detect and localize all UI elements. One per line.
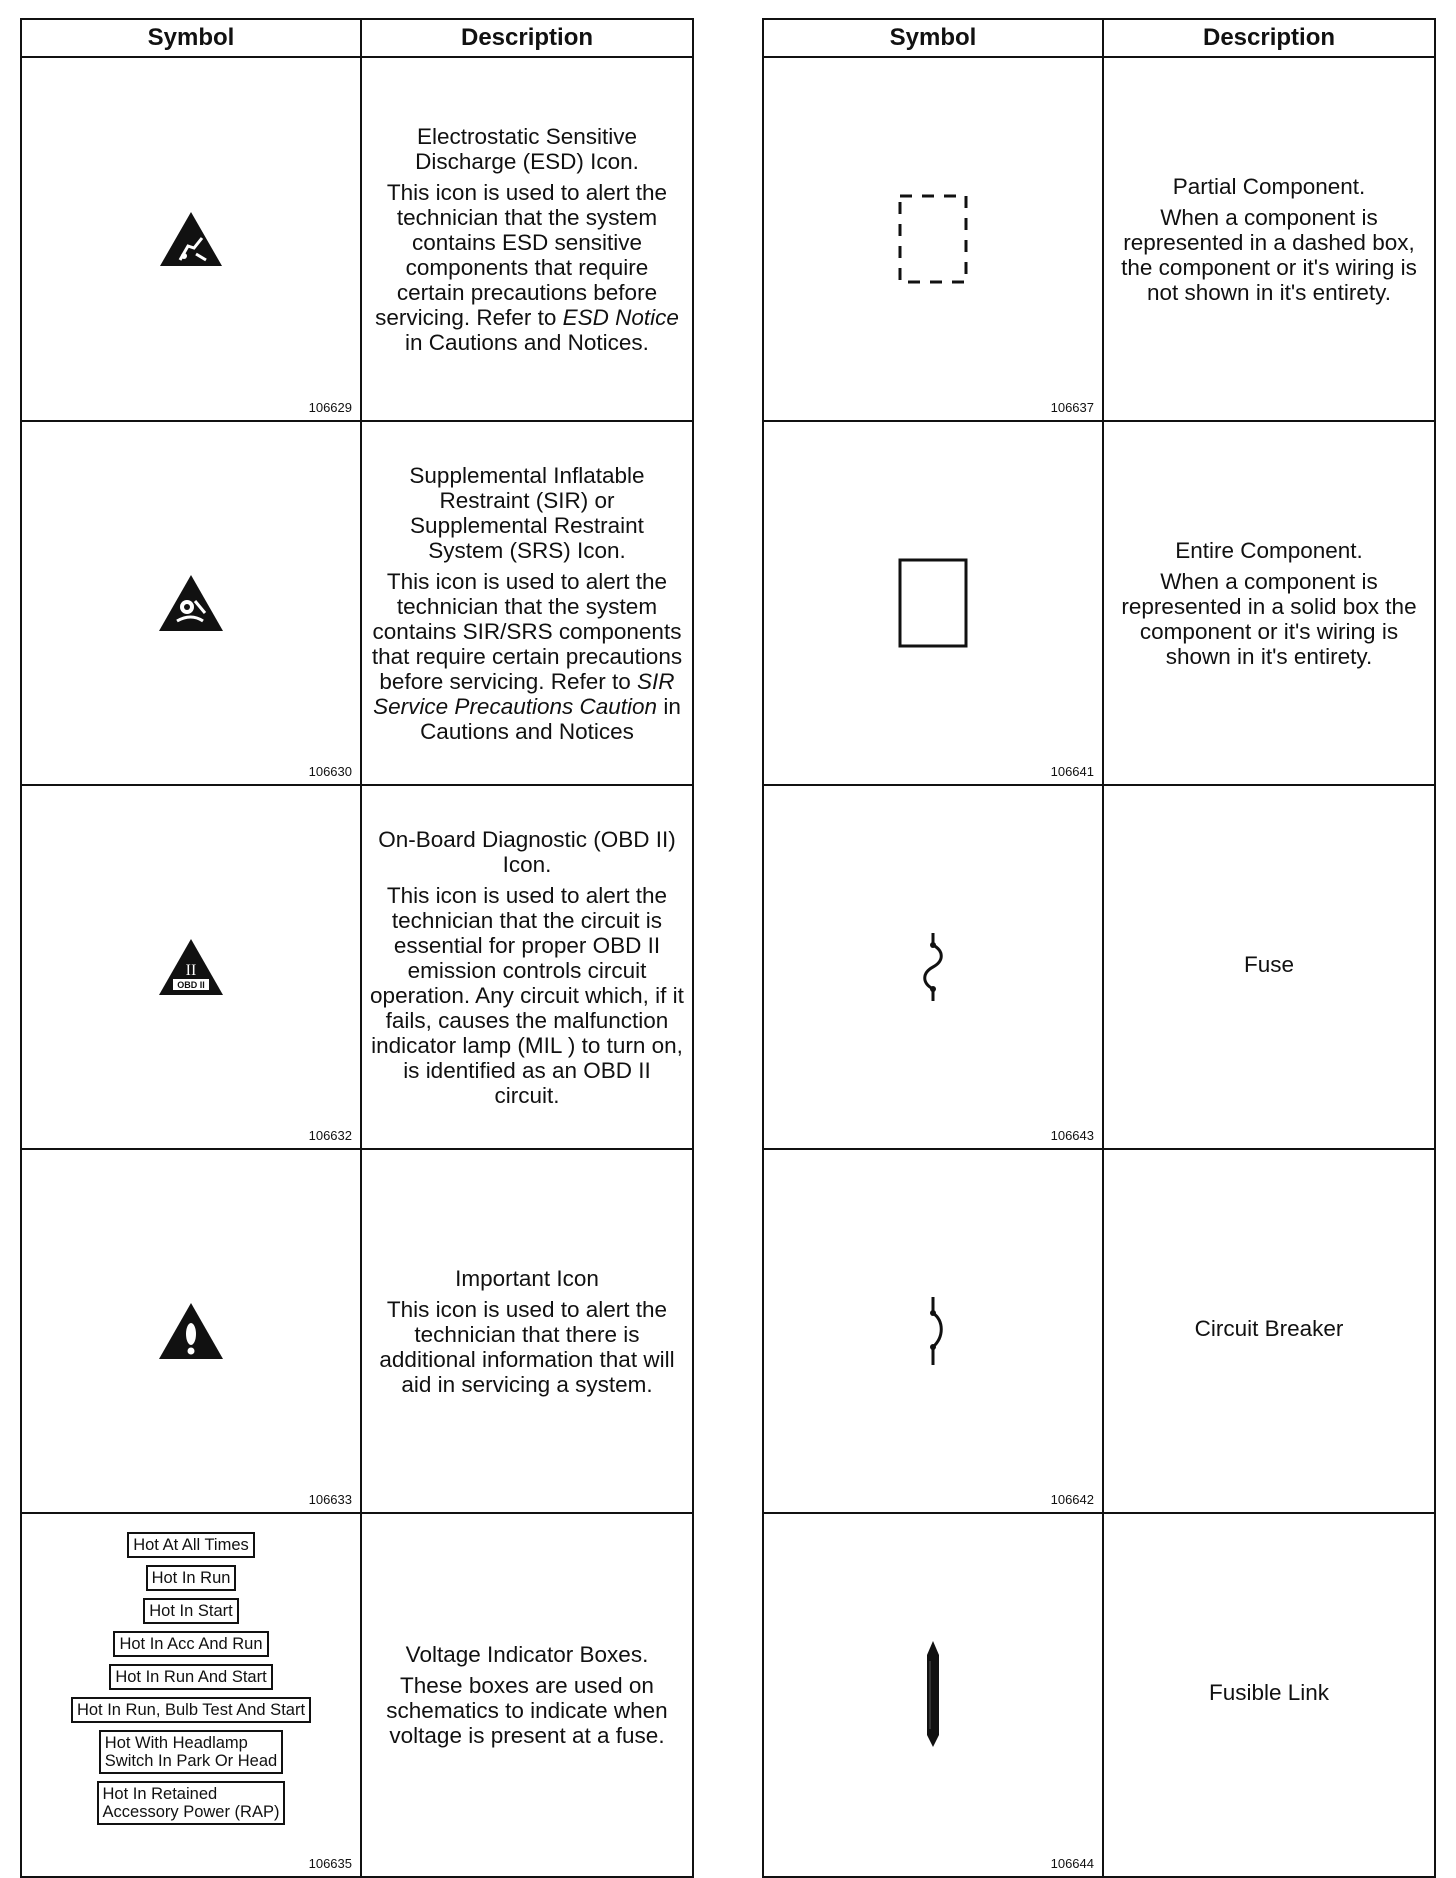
- fusible-link-symbol-icon: [921, 1639, 945, 1751]
- description-cell: [1103, 785, 1435, 1149]
- obd-ii-warning-icon: [157, 937, 225, 997]
- description-title: Voltage Indicator Boxes.: [405, 1642, 649, 1667]
- description-cell: [1103, 1149, 1435, 1513]
- description-cell: [361, 1513, 693, 1877]
- symbol-cell: [763, 57, 1103, 421]
- table-row: [763, 421, 1435, 785]
- figure-id: 106633: [308, 1492, 352, 1507]
- voltage-box: Hot In Run And Start: [109, 1664, 272, 1690]
- symbol-cell: [21, 1513, 361, 1877]
- description-body: This icon is used to alert the technician that the circuit is essential for proper OBD II emission controls circuit operation. Any circuit which, if it fails, causes the malfunction indicator lamp (MIL ) to turn on, is identified as an OBD II circuit.: [370, 882, 684, 1108]
- header-symbol: Symbol: [21, 19, 361, 57]
- symbol-cell: [21, 57, 361, 421]
- symbol-cell: [21, 421, 361, 785]
- figure-id: 106644: [1050, 1856, 1094, 1871]
- sir-airbag-warning-icon: [157, 573, 225, 633]
- fuse-symbol-icon: [918, 931, 948, 1003]
- description-title: Partial Component.: [1172, 173, 1366, 199]
- table-row: [763, 1513, 1435, 1877]
- description-title: Important Icon: [455, 1265, 599, 1291]
- table-row: [21, 785, 693, 1149]
- description-body: This icon is used to alert the technician that there is additional information that will aid in servicing a system.: [379, 1296, 675, 1397]
- symbol-cell: [763, 1149, 1103, 1513]
- voltage-box: Hot With Headlamp Switch In Park Or Head: [99, 1730, 283, 1774]
- symbol-cell: [763, 785, 1103, 1149]
- table-row: [763, 785, 1435, 1149]
- svg-text:OBD II: OBD II: [177, 980, 205, 990]
- description-cell: [361, 785, 693, 1149]
- description-body: These boxes are used on schematics to indicate when voltage is present at a fuse.: [386, 1673, 668, 1748]
- solid-box-icon: [897, 557, 969, 649]
- table-row: [21, 1149, 693, 1513]
- important-exclamation-icon: [157, 1301, 225, 1361]
- figure-id: 106643: [1050, 1128, 1094, 1143]
- circuit-breaker-symbol-icon: [918, 1295, 948, 1367]
- symbol-cell: [21, 785, 361, 1149]
- figure-id: 106629: [308, 400, 352, 415]
- header-description: Description: [361, 19, 693, 57]
- description-body: When a component is represented in a solid box the component or it's wiring is shown in it's entirety.: [1121, 568, 1417, 669]
- description-title: Entire Component.: [1175, 537, 1363, 563]
- header-symbol: Symbol: [763, 19, 1103, 57]
- description-cell: [1103, 57, 1435, 421]
- description-cell: [1103, 421, 1435, 785]
- voltage-box: Hot In Acc And Run: [113, 1631, 268, 1657]
- voltage-box: Hot In Run, Bulb Test And Start: [71, 1697, 311, 1723]
- symbol-cell: [21, 1149, 361, 1513]
- description-title: Fusible Link: [1208, 1679, 1330, 1705]
- table-row: [21, 1513, 693, 1877]
- voltage-box: Hot At All Times: [127, 1532, 255, 1558]
- figure-id: 106635: [308, 1856, 352, 1871]
- symbol-table-right: [762, 18, 1436, 1878]
- esd-warning-icon: [158, 210, 224, 268]
- description-cell: [361, 1149, 693, 1513]
- table-row: [763, 1149, 1435, 1513]
- voltage-box: Hot In Start: [143, 1598, 238, 1624]
- description-title: Fuse: [1243, 951, 1295, 977]
- voltage-box: Hot In Run: [146, 1565, 237, 1591]
- svg-text:II: II: [185, 962, 197, 979]
- figure-id: 106632: [308, 1128, 352, 1143]
- description-body: When a component is represented in a dashed box, the component or it's wiring is not shown in it's entirety.: [1121, 204, 1417, 305]
- description-title: Supplemental Inflatable Restraint (SIR) or Supplemental Restraint System (SRS) Icon.: [409, 462, 645, 563]
- table-row: [21, 421, 693, 785]
- figure-id: 106642: [1050, 1492, 1094, 1507]
- voltage-indicator-boxes: [22, 1532, 360, 1825]
- figure-id: 106630: [308, 764, 352, 779]
- table-row: [21, 57, 693, 421]
- figure-id: 106641: [1050, 764, 1094, 779]
- figure-id: 106637: [1050, 400, 1094, 415]
- symbol-table-left: [20, 18, 694, 1878]
- header-description: Description: [1103, 19, 1435, 57]
- description-body: This icon is used to alert the technician that the system contains SIR/SRS components that require certain precautions before servicing. Refer to SIR Service Precautions Caution in Cautions and Notices: [371, 568, 683, 744]
- symbol-cell: [763, 421, 1103, 785]
- description-cell: [1103, 1513, 1435, 1877]
- dashed-box-icon: [897, 193, 969, 285]
- description-title: Electrostatic Sensitive Discharge (ESD) Icon.: [415, 123, 639, 174]
- symbol-cell: [763, 1513, 1103, 1877]
- description-cell: [361, 421, 693, 785]
- table-row: [763, 57, 1435, 421]
- voltage-box: Hot In Retained Accessory Power (RAP): [97, 1781, 286, 1825]
- description-body: This icon is used to alert the technician that the system contains ESD sensitive components that require certain precautions before servicing. Refer to ESD Notice in Cautions and Notices.: [375, 179, 679, 355]
- description-title: On-Board Diagnostic (OBD II) Icon.: [378, 826, 676, 877]
- description-title: Circuit Breaker: [1194, 1315, 1344, 1341]
- description-cell: [361, 57, 693, 421]
